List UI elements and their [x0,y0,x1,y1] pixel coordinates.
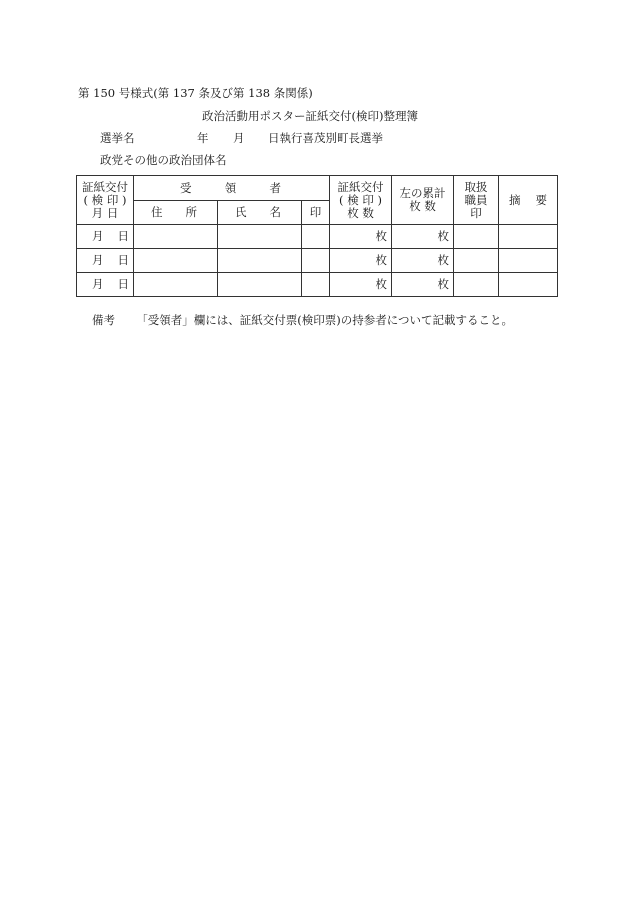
row-address[interactable] [134,225,218,249]
month-label: 月 [233,131,245,145]
header-count-unit: 枚 [347,205,359,220]
document-title: 政治活動用ポスター証紙交付(検印)整理簿 [202,109,418,123]
row-cumulative[interactable]: 枚 [392,225,454,249]
row-name[interactable] [218,273,302,297]
header-cumulative-line1: 左の累計 [399,186,446,200]
header-remarks-char1: 摘 [509,192,521,207]
header-cumulative-number: 数 [424,199,436,213]
row-remarks[interactable] [499,249,558,273]
row-count[interactable]: 枚 [330,249,392,273]
row-address[interactable] [134,273,218,297]
header-row-1 [77,176,558,201]
election-label: 選挙名 [100,131,135,145]
header-count-line3 [330,207,392,220]
election-execution-label: 日執行喜茂別町長選挙 [268,131,383,145]
header-date-month: 月 [91,205,104,220]
header-recipient-char2: 領 [224,180,237,195]
row-seal[interactable] [302,273,330,297]
header-recipient-group [134,176,330,201]
remarks-note-label: 備考 [92,313,115,327]
table-row [77,249,558,273]
header-address-char1: 住 [151,205,163,219]
header-name [218,201,302,225]
header-address [134,201,218,225]
row-cumulative[interactable]: 枚 [392,249,454,273]
row-count[interactable]: 枚 [330,225,392,249]
header-staff [454,176,499,225]
year-label: 年 [197,131,209,145]
row-address[interactable] [134,249,218,273]
row-month: 月 [92,229,104,243]
header-date-line1: 証紙交付 [82,179,128,194]
row-count[interactable]: 枚 [330,273,392,297]
row-month: 月 [92,253,104,267]
header-cumulative-unit: 枚 [409,199,421,213]
table-row [77,273,558,297]
table-row [77,225,558,249]
header-staff-line3: 印 [470,205,482,220]
header-name-char1: 氏 [235,205,247,219]
row-staff-seal[interactable] [454,273,499,297]
header-seal: 印 [302,201,330,225]
header-count-number: 数 [362,205,374,220]
header-date [77,176,134,225]
row-remarks[interactable] [499,273,558,297]
party-label: 政党その他の政治団体名 [100,153,227,167]
row-day: 日 [117,229,129,243]
header-recipient-char1: 受 [180,180,192,195]
row-name[interactable] [218,249,302,273]
header-count [330,176,392,225]
remarks-note [92,313,513,327]
row-day: 日 [117,277,129,291]
row-date[interactable] [77,249,134,273]
header-date-line3 [77,207,134,220]
header-count-line2: ( 検 印 ) [339,192,382,207]
remarks-note-text: 「受領者」欄には、証紙交付票(検印票)の持参者について記載すること。 [136,313,514,327]
form-number: 第 150 号様式(第 137 条及び第 138 条関係) [78,86,313,100]
header-date-day: 日 [106,205,119,220]
header-staff-line1: 取扱 [464,179,488,194]
header-remarks [499,176,558,225]
row-date[interactable] [77,225,134,249]
header-address-char2: 所 [185,205,197,219]
row-seal[interactable] [302,225,330,249]
row-seal[interactable] [302,249,330,273]
header-date-line2: ( 検 印 ) [83,192,127,207]
row-date[interactable] [77,273,134,297]
row-cumulative[interactable]: 枚 [392,273,454,297]
header-cumulative-line2 [392,200,454,213]
header-staff-line2: 職員 [464,192,488,207]
header-cumulative [392,176,454,225]
header-recipient-char3: 者 [269,180,282,195]
header-remarks-char2: 要 [535,192,548,207]
election-line [100,131,430,145]
row-staff-seal[interactable] [454,225,499,249]
row-remarks[interactable] [499,225,558,249]
header-count-line1: 証紙交付 [337,179,384,194]
row-name[interactable] [218,225,302,249]
ledger-table [76,175,558,297]
row-day: 日 [117,253,129,267]
row-month: 月 [92,277,104,291]
header-name-char2: 名 [269,205,281,219]
row-staff-seal[interactable] [454,249,499,273]
